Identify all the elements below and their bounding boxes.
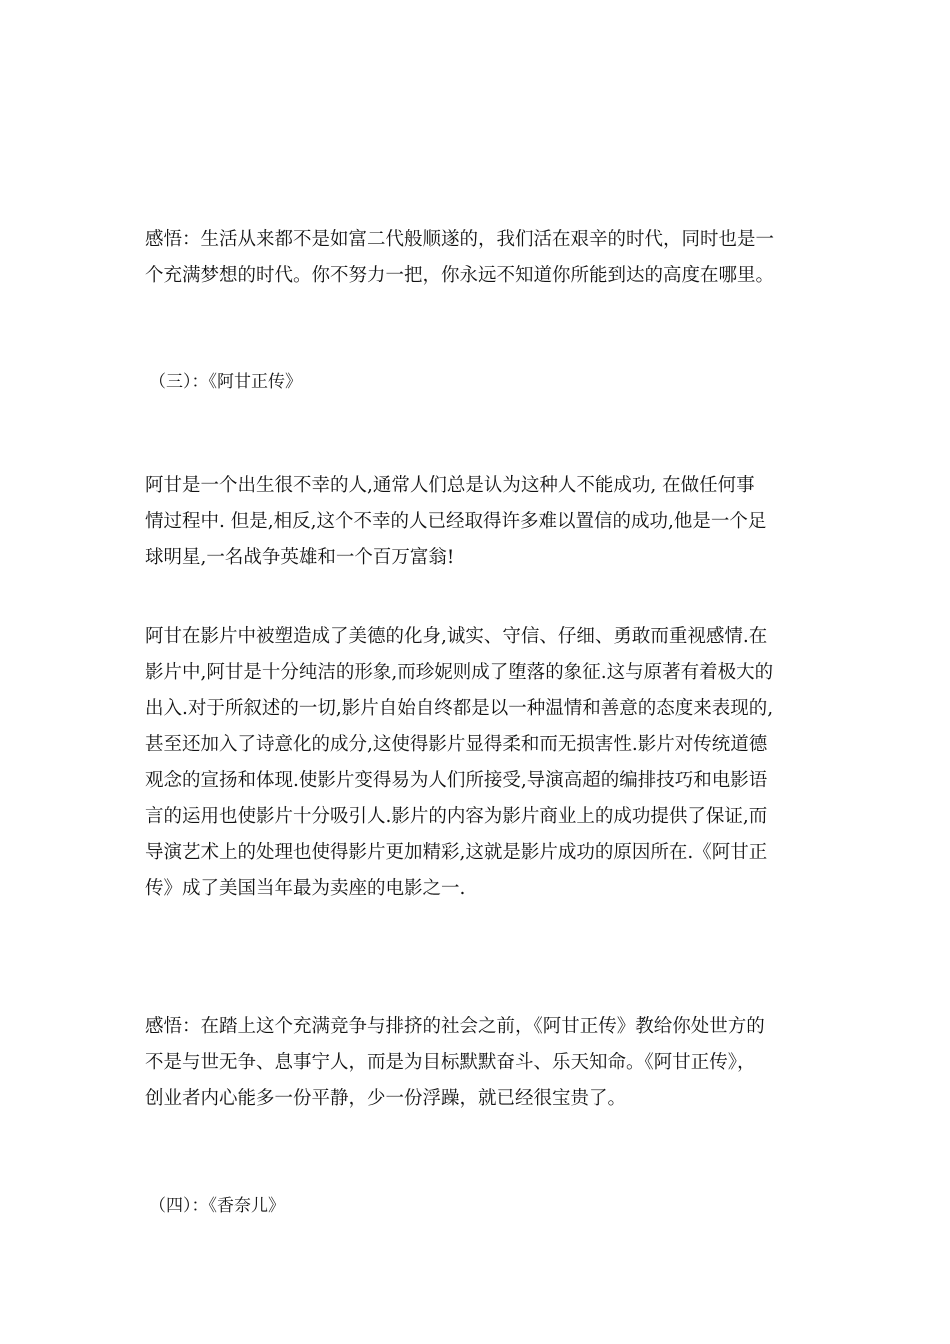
forrest-intro-paragraph <box>145 468 810 576</box>
text-line: 影片中,阿甘是十分纯洁的形象,而珍妮则成了堕落的象征.这与原著有着极大的 <box>145 662 774 683</box>
text-line: 不是与世无争、息事宁人，而是为目标默默奋斗、乐天知命。《阿甘正传》， <box>145 1052 756 1073</box>
text-line: 情过程中. 但是,相反,这个不幸的人已经取得许多难以置信的成功,他是一个足 <box>145 511 767 532</box>
section-heading-4: （四）：《香奈儿》 <box>149 1196 285 1216</box>
text-line: 阿甘在影片中被塑造成了美德的化身,诚实、守信、仔细、勇敢而重视感情.在 <box>145 626 768 647</box>
reflection-paragraph-2 <box>145 1009 810 1117</box>
forrest-analysis-paragraph <box>145 619 810 907</box>
text-line: 感悟：生活从来都不是如富二代般顺遂的，我们活在艰辛的时代，同时也是一 <box>145 229 775 250</box>
text-line: 创业者内心能多一份平静，少一份浮躁，就已经很宝贵了。 <box>145 1088 627 1109</box>
reflection-paragraph-1 <box>145 222 810 294</box>
text-line: 导演艺术上的处理也使得影片更加精彩,这就是影片成功的原因所在.《阿甘正 <box>145 842 768 863</box>
text-line: 阿甘是一个出生很不幸的人,通常人们总是认为这种人不能成功, 在做任何事 <box>145 475 755 496</box>
text-line: 甚至还加入了诗意化的成分,这使得影片显得柔和而无损害性.影片对传统道德 <box>145 734 768 755</box>
section-heading-3: （三）：《阿甘正传》 <box>149 372 302 392</box>
text-line: 出入.对于所叙述的一切,影片自始自终都是以一种温情和善意的态度来表现的, <box>145 698 774 719</box>
text-line: 感悟：在踏上这个充满竞争与排挤的社会之前，《阿甘正传》教给你处世方的 <box>145 1016 765 1037</box>
text-line: 球明星,一名战争英雄和一个百万富翁! <box>145 547 455 568</box>
text-line: 言的运用也使影片十分吸引人.影片的内容为影片商业上的成功提供了保证,而 <box>145 806 768 827</box>
text-line: 传》成了美国当年最为卖座的电影之一. <box>145 878 466 899</box>
text-line: 观念的宣扬和体现.使影片变得易为人们所接受,导演高超的编排技巧和电影语 <box>145 770 768 791</box>
text-line: 个充满梦想的时代。你不努力一把，你永远不知道你所能到达的高度在哪里。 <box>145 265 775 286</box>
